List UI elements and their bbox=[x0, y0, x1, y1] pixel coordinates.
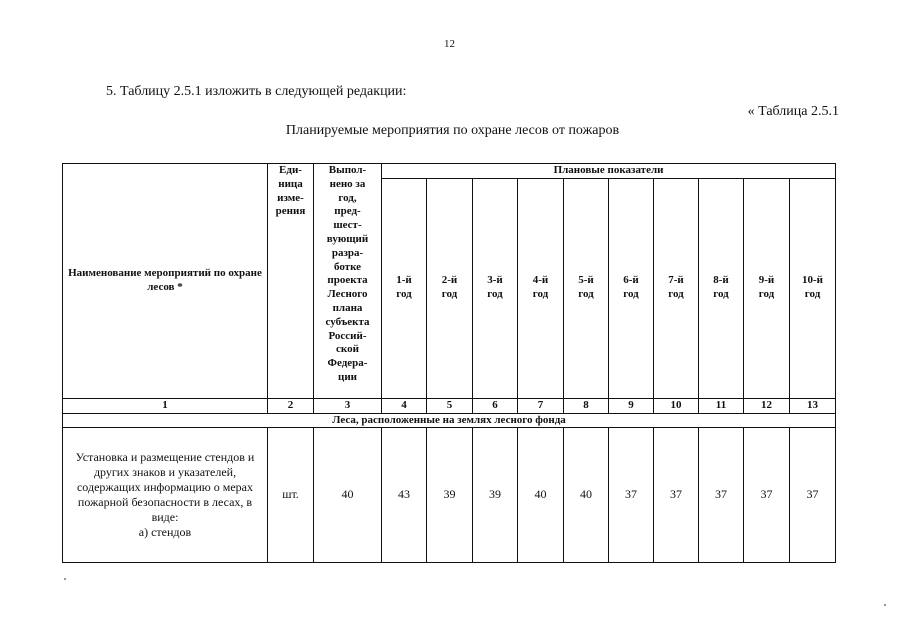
header-planned-indicators: Плановые показатели bbox=[382, 164, 836, 179]
row-done-value: 40 bbox=[314, 428, 382, 563]
row-year-value: 43 bbox=[382, 428, 427, 563]
header-year-7: 7-й год bbox=[654, 178, 699, 398]
section-title: Леса, расположенные на землях лесного фонда bbox=[63, 413, 836, 428]
header-year-3: 3-й год bbox=[473, 178, 518, 398]
row-year-value: 39 bbox=[473, 428, 518, 563]
scan-speck bbox=[64, 578, 66, 580]
row-year-value: 37 bbox=[699, 428, 744, 563]
header-year-2: 2-й год bbox=[427, 178, 473, 398]
column-number: 4 bbox=[382, 398, 427, 413]
row-year-value: 37 bbox=[609, 428, 654, 563]
header-year-8: 8-й год bbox=[699, 178, 744, 398]
column-number: 6 bbox=[473, 398, 518, 413]
row-year-value: 39 bbox=[427, 428, 473, 563]
row-year-value: 37 bbox=[744, 428, 790, 563]
header-year-1: 1-й год bbox=[382, 178, 427, 398]
column-number: 10 bbox=[654, 398, 699, 413]
column-number: 3 bbox=[314, 398, 382, 413]
column-number: 1 bbox=[63, 398, 268, 413]
header-year-4: 4-й год bbox=[518, 178, 564, 398]
header-done-previous-year: Выпол- нено за год, пред- шест- вующий разра- ботке проекта Лесного плана субъекта Россий- ской Федера- ции bbox=[314, 164, 382, 399]
column-number: 12 bbox=[744, 398, 790, 413]
header-year-5: 5-й год bbox=[564, 178, 609, 398]
header-year-9: 9-й год bbox=[744, 178, 790, 398]
header-year-6: 6-й год bbox=[609, 178, 654, 398]
column-number: 13 bbox=[790, 398, 836, 413]
column-number: 5 bbox=[427, 398, 473, 413]
row-year-value: 37 bbox=[790, 428, 836, 563]
table-reference: « Таблица 2.5.1 bbox=[747, 104, 839, 119]
fire-protection-table bbox=[62, 163, 836, 563]
page-number: 12 bbox=[444, 38, 455, 50]
column-number: 2 bbox=[268, 398, 314, 413]
column-number: 8 bbox=[564, 398, 609, 413]
header-unit: Еди- ница изме- рения bbox=[268, 164, 314, 399]
row-year-value: 40 bbox=[518, 428, 564, 563]
row-year-value: 40 bbox=[564, 428, 609, 563]
header-activity-name: Наименование мероприятий по охране лесов * bbox=[63, 164, 268, 399]
row-unit: шт. bbox=[268, 428, 314, 563]
column-number: 7 bbox=[518, 398, 564, 413]
intro-paragraph: 5. Таблицу 2.5.1 изложить в следующей редакции: bbox=[106, 84, 407, 99]
scan-speck bbox=[884, 604, 886, 606]
row-activity-name: Установка и размещение стендов и других знаков и указателей, содержащих информацию о мерах пожарной безопасности в лесах, в виде: а) стендов bbox=[63, 428, 268, 563]
table-caption: Планируемые мероприятия по охране лесов от пожаров bbox=[285, 123, 620, 138]
header-year-10: 10-й год bbox=[790, 178, 836, 398]
row-year-value: 37 bbox=[654, 428, 699, 563]
column-number: 9 bbox=[609, 398, 654, 413]
column-number: 11 bbox=[699, 398, 744, 413]
